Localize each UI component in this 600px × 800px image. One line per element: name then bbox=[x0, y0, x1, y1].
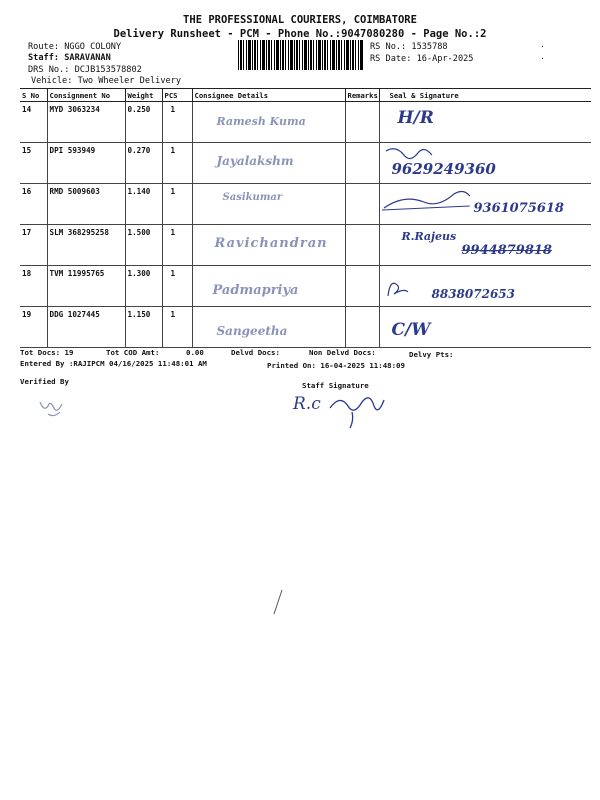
cell-weight: 1.300 bbox=[125, 266, 162, 307]
cell-consignee bbox=[192, 225, 345, 266]
cell-pcs: 1 bbox=[162, 143, 192, 184]
runsheet-title: Delivery Runsheet - PCM - Phone No.:9047080280 - Page No.:2 bbox=[113, 28, 487, 40]
seal-phone: 9361075618 bbox=[473, 201, 564, 216]
seal-handwriting: R.Rajeus bbox=[401, 230, 457, 243]
cell-remarks bbox=[345, 102, 379, 143]
staff-signature-label: Staff Signature bbox=[302, 381, 369, 390]
non-delivered-docs-label: Non Delvd Docs: bbox=[309, 348, 376, 357]
cell-consignment: MYD 3063234 bbox=[47, 102, 125, 143]
col-seal: Seal & Signature bbox=[379, 89, 591, 102]
verifier-signature-icon bbox=[36, 392, 76, 422]
consignee-handwriting: Sangeetha bbox=[216, 324, 288, 338]
printed-on: Printed On: 16-04-2025 11:48:09 bbox=[267, 361, 405, 370]
table-row bbox=[20, 266, 591, 307]
company-title: THE PROFESSIONAL COURIERS, COIMBATORE bbox=[183, 14, 417, 26]
barcode bbox=[238, 40, 364, 70]
cell-consignment: DPI 593949 bbox=[47, 143, 125, 184]
consignee-handwriting: Jayalakshm bbox=[216, 154, 294, 168]
col-sno: S No bbox=[20, 89, 47, 102]
total-docs: Tot Docs: 19 bbox=[20, 348, 74, 357]
pen-stroke-icon bbox=[268, 588, 288, 618]
table-row bbox=[20, 184, 591, 225]
seal-phone: 8838072653 bbox=[431, 287, 515, 301]
consignee-handwriting: Ravichandran bbox=[214, 236, 328, 251]
table-row bbox=[20, 102, 591, 143]
cell-consignee bbox=[192, 266, 345, 307]
cell-weight: 1.140 bbox=[125, 184, 162, 225]
cell-consignee bbox=[192, 184, 345, 225]
cell-sno: 15 bbox=[20, 143, 47, 184]
cell-consignee bbox=[192, 307, 345, 348]
table-row bbox=[20, 143, 591, 184]
cell-weight: 1.500 bbox=[125, 225, 162, 266]
cell-weight: 0.250 bbox=[125, 102, 162, 143]
table-row bbox=[20, 225, 591, 266]
col-weight: Weight bbox=[125, 89, 162, 102]
cell-remarks bbox=[345, 184, 379, 225]
delivered-docs-label: Delvd Docs: bbox=[231, 348, 280, 357]
cell-seal bbox=[379, 307, 591, 348]
seal-handwriting: C/W bbox=[391, 320, 431, 340]
entered-by: Entered By :RAJIPCM 04/16/2025 11:48:01 AM bbox=[20, 359, 207, 368]
drs-label: DRS No.: DCJB153578802 bbox=[28, 65, 142, 75]
table-header bbox=[20, 89, 591, 102]
delivery-points-label: Delvy Pts: bbox=[409, 350, 454, 359]
cell-pcs: 1 bbox=[162, 307, 192, 348]
cell-pcs: 1 bbox=[162, 102, 192, 143]
dot-mark: · bbox=[540, 42, 545, 51]
seal-phone: 9629249360 bbox=[391, 160, 496, 178]
cell-consignment: TVM 11995765 bbox=[47, 266, 125, 307]
cell-remarks bbox=[345, 143, 379, 184]
cell-pcs: 1 bbox=[162, 184, 192, 225]
total-cod-amount: 0.00 bbox=[186, 348, 204, 357]
seal-handwriting: H/R bbox=[397, 108, 434, 128]
table-row bbox=[20, 307, 591, 348]
cell-sno: 18 bbox=[20, 266, 47, 307]
consignee-handwriting: Sasikumar bbox=[222, 192, 283, 203]
consignee-handwriting: Padmapriya bbox=[212, 283, 299, 298]
cell-weight: 1.150 bbox=[125, 307, 162, 348]
col-consignment: Consignment No bbox=[47, 89, 125, 102]
cell-remarks bbox=[345, 266, 379, 307]
cell-sno: 19 bbox=[20, 307, 47, 348]
cell-seal bbox=[379, 266, 591, 307]
cell-consignee bbox=[192, 102, 345, 143]
total-cod-label: Tot COD Amt: bbox=[106, 348, 160, 357]
cell-weight: 0.270 bbox=[125, 143, 162, 184]
staff-signature-icon bbox=[326, 390, 396, 430]
cell-pcs: 1 bbox=[162, 266, 192, 307]
cell-seal bbox=[379, 184, 591, 225]
dot-mark: · bbox=[540, 54, 545, 63]
cell-consignee bbox=[192, 143, 345, 184]
staff-label: Staff: SARAVANAN bbox=[28, 53, 111, 63]
verified-by-label: Verified By bbox=[20, 377, 69, 386]
cell-sno: 16 bbox=[20, 184, 47, 225]
runsheet-table bbox=[20, 88, 591, 348]
cell-remarks bbox=[345, 307, 379, 348]
cell-seal bbox=[379, 143, 591, 184]
cell-seal bbox=[379, 102, 591, 143]
vehicle-label: Vehicle: Two Wheeler Delivery bbox=[31, 76, 182, 86]
rs-number: RS No.: 1535788 bbox=[370, 42, 448, 52]
cell-remarks bbox=[345, 225, 379, 266]
cell-seal bbox=[379, 225, 591, 266]
col-consignee: Consignee Details bbox=[192, 89, 345, 102]
cell-consignment: SLM 368295258 bbox=[47, 225, 125, 266]
cell-consignment: RMD 5009603 bbox=[47, 184, 125, 225]
cell-pcs: 1 bbox=[162, 225, 192, 266]
cell-sno: 14 bbox=[20, 102, 47, 143]
col-pcs: PCS bbox=[162, 89, 192, 102]
cell-sno: 17 bbox=[20, 225, 47, 266]
rs-date: RS Date: 16-Apr-2025 bbox=[370, 54, 474, 64]
seal-phone: 9944879818 bbox=[461, 243, 552, 258]
route-label: Route: NGGO COLONY bbox=[28, 42, 122, 52]
consignee-handwriting: Ramesh Kuma bbox=[216, 115, 306, 128]
cell-consignment: DDG 1027445 bbox=[47, 307, 125, 348]
staff-signature-handwriting: R.c bbox=[293, 394, 321, 414]
col-remarks: Remarks bbox=[345, 89, 379, 102]
